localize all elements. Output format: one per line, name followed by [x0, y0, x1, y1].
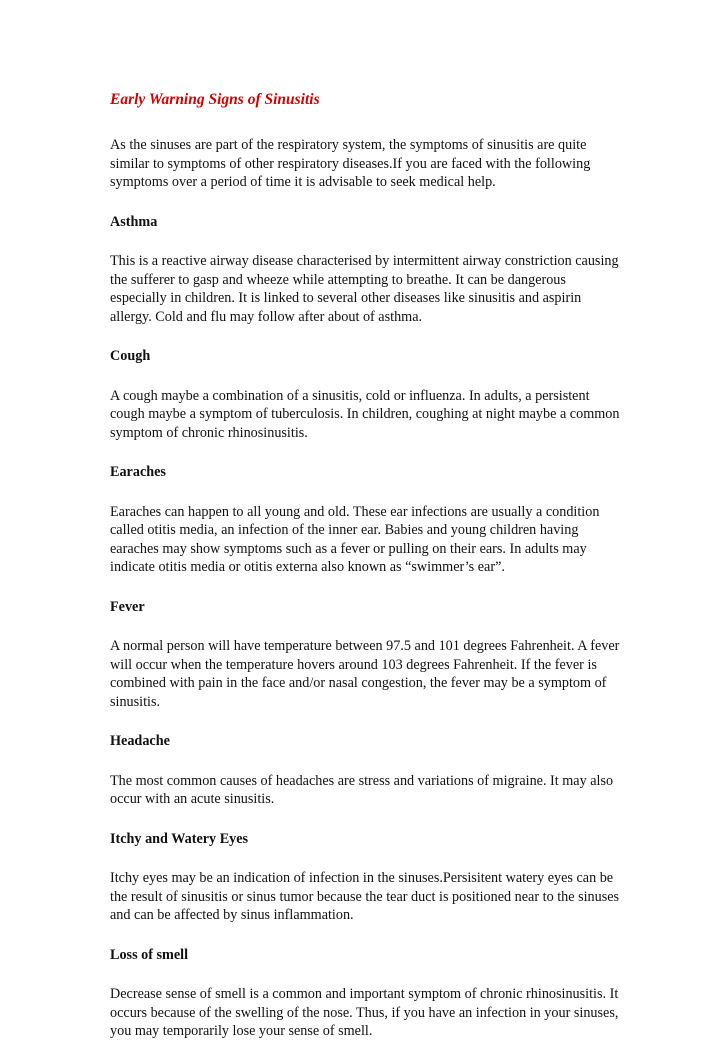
section-cough	[110, 347, 625, 442]
section-body: A normal person will have temperature between 97.5 and 101 degrees Fahrenheit. A fever will occur when the temperature hovers around 103 degrees Fahrenheit. If the fever is combined with pain in the face and/or nasal congestion, the fever may be a symptom of sinusitis.	[110, 638, 620, 710]
section-body: Earaches can happen to all young and old. These ear infections are usually a condition called otitis media, an infection of the inner ear. Babies and young children having earaches may show symptoms such as a fever or pulling on their ears. In adults may indicate otitis media or otitis externa also known as “swimmer’s ear”.	[110, 503, 600, 575]
section-heading: Asthma	[110, 213, 158, 230]
section-heading: Loss of smell	[110, 946, 189, 963]
section-earaches	[110, 463, 625, 577]
section-itchy-watery-eyes	[110, 830, 625, 925]
section-body: The most common causes of headaches are stress and variations of migraine. It may also occur with an acute sinusitis.	[110, 772, 614, 807]
section-body: Itchy eyes may be an indication of infection in the sinuses.Persisitent watery eyes can be the result of sinusitis or sinus tumor because the tear duct is positioned near to the sinuses and can be affected by sinus inflammation.	[110, 870, 620, 923]
document-page	[110, 90, 625, 1062]
section-loss-of-smell	[110, 946, 625, 1041]
section-heading: Earaches	[110, 464, 166, 480]
document-title: Early Warning Signs of Sinusitis	[110, 91, 320, 108]
section-heading: Headache	[110, 733, 170, 749]
section-body: A cough maybe a combination of a sinusitis, cold or influenza. In adults, a persistent cough maybe a symptom of tuberculosis. In children, coughing at night maybe a common symptom of chronic rhinosinusitis.	[110, 387, 620, 441]
section-heading: Fever	[110, 598, 145, 615]
section-body: This is a reactive airway disease characterised by intermittent airway constriction causing the sufferer to gasp and wheeze while attempting to breathe. It can be dangerous especially in children. It is linked to several other diseases like sinusitis and aspirin allergy. Cold and flu may follow after about of asthma.	[110, 253, 619, 325]
section-heading: Itchy and Watery Eyes	[110, 830, 249, 847]
intro-paragraph: As the sinuses are part of the respiratory system, the symptoms of sinusitis are quite similar to symptoms of other respiratory diseases.If you are faced with the following symptoms over a period of time it is advisable to seek medical help.	[110, 137, 591, 190]
section-fever	[110, 598, 625, 712]
section-heading: Cough	[110, 348, 151, 364]
section-asthma	[110, 213, 625, 327]
section-body: Decrease sense of smell is a common and important symptom of chronic rhinosinusitis. It occurs because of the swelling of the nose. Thus, if you have an infection in your sinuses, you may temporarily lose your sense of smell.	[110, 986, 619, 1039]
section-headache	[110, 732, 625, 809]
